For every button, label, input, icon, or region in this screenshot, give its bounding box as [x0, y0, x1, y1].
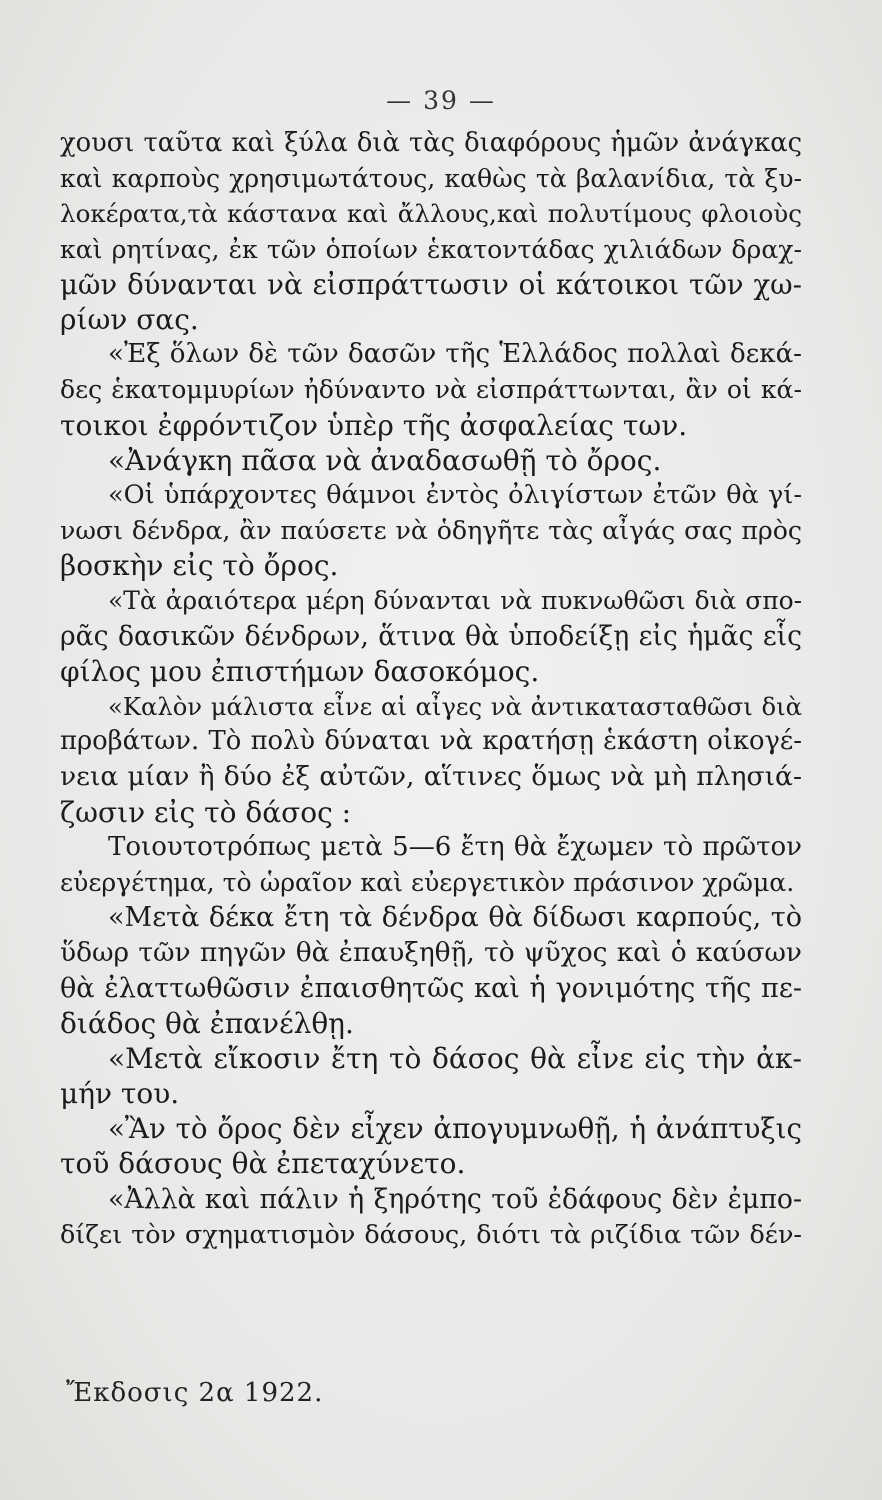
text-line: «Καλὸν μάλιστα εἶνε αἱ αἶγες νὰ ἀντικατασταθῶσι διὰ	[108, 692, 802, 721]
text-line: καὶ καρποὺς χρησιμωτάτους, καθὼς τὰ βαλανίδια, τὰ ξυ-	[60, 164, 802, 194]
text-line: μῶν δύνανται νὰ εἰσπράττωσιν οἱ κάτοικοι τῶν χω-	[60, 267, 802, 301]
text-line: «Ἀνάγκη πᾶσα νὰ ἀναδασωθῇ τὸ ὄρος.	[108, 443, 662, 477]
text-line: νεια μίαν ἢ δύο ἐξ αὐτῶν, αἵτινες ὅμως νὰ μὴ πλησιά-	[60, 761, 802, 793]
text-line: μήν του.	[60, 1077, 180, 1111]
text-line: ὕδωρ τῶν πηγῶν θὰ ἐπαυξηθῇ, τὸ ψῦχος καὶ ὁ καύσων	[60, 937, 802, 969]
text-line: θὰ ἐλαττωθῶσιν ἐπαισθητῶς καὶ ἡ γονιμότης τῆς πε-	[60, 972, 802, 1004]
text-line: καὶ ρητίνας, ἐκ τῶν ὁποίων ἑκατοντάδας χιλιάδων δραχ-	[60, 234, 802, 264]
text-line: προβάτων. Τὸ πολὺ δύναται νὰ κρατήσῃ ἑκάστη οἰκογέ-	[60, 726, 802, 757]
text-line: ρίων σας.	[60, 302, 199, 336]
text-line: ρᾶς δασικῶν δένδρων, ἅτινα θὰ ὑποδείξῃ εἰς ἡμᾶς εἷς	[60, 620, 802, 652]
text-line: «Ἀλλὰ καὶ πάλιν ἡ ξηρότης τοῦ ἐδάφους δὲν ἐμπο-	[108, 1183, 802, 1215]
text-line: τοῦ δάσους θὰ ἐπεταχύνετο.	[60, 1147, 466, 1181]
text-line: «Οἱ ὑπάρχοντες θάμνοι ἐντὸς ὀλιγίστων ἐτῶν θὰ γί-	[108, 479, 802, 510]
page-number: — 39 —	[386, 86, 496, 115]
text-line: λοκέρατα,τὰ κάστανα καὶ ἄλλους,καὶ πολυτίμους φλοιοὺς	[60, 199, 802, 229]
text-line: «Ἂν τὸ ὄρος δὲν εἶχεν ἀπογυμνωθῇ, ἡ ἀνάπτυξις	[108, 1112, 802, 1146]
body-text	[60, 126, 802, 1252]
text-line: Τοιουτοτρόπως μετὰ 5—6 ἔτη θὰ ἔχωμεν τὸ πρῶτον	[108, 831, 802, 862]
edition-footer: Ἔκδοσις 2α 1922.	[66, 1378, 324, 1408]
text-line: νωσι δένδρα, ἂν παύσετε νὰ ὁδηγῆτε τὰς αἶγάς σας πρὸς	[60, 516, 802, 546]
text-line: «Τὰ ἀραιότερα μέρη δύνανται νὰ πυκνωθῶσι διὰ σπο-	[108, 586, 802, 616]
text-line: βοσκὴν εἰς τὸ ὄρος.	[60, 549, 339, 583]
text-line: διάδος θὰ ἐπανέλθῃ.	[60, 1006, 354, 1040]
text-line: «Ἐξ ὅλων δὲ τῶν δασῶν τῆς Ἑλλάδος πολλαὶ δεκά-	[108, 339, 802, 370]
text-line: δίζει τὸν σχηματισμὸν δάσους, διότι τὰ ριζίδια τῶν δέν-	[60, 1218, 802, 1249]
text-line: «Μετὰ δέκα ἔτη τὰ δένδρα θὰ δίδωσι καρπούς, τὸ	[108, 902, 802, 934]
text-line: φίλος μου ἐπιστήμων δασοκόμος.	[60, 654, 540, 688]
text-line: τοικοι ἐφρόντιζον ὑπὲρ τῆς ἀσφαλείας των.	[60, 408, 688, 442]
text-line: «Μετὰ εἴκοσιν ἔτη τὸ δάσος θὰ εἶνε εἰς τὴν ἀκ-	[108, 1041, 802, 1075]
text-line: δες ἑκατομμυρίων ἠδύναντο νὰ εἰσπράττωνται, ἂν οἱ κά-	[60, 375, 802, 405]
text-line: χουσι ταῦτα καὶ ξύλα διὰ τὰς διαφόρους ἡμῶν ἀνάγκας	[60, 128, 802, 158]
text-line: εὐεργέτημα, τὸ ὡραῖον καὶ εὐεργετικὸν πράσινον χρῶμα.	[60, 867, 795, 897]
text-line: ζωσιν εἰς τὸ δάσος :	[60, 795, 352, 829]
